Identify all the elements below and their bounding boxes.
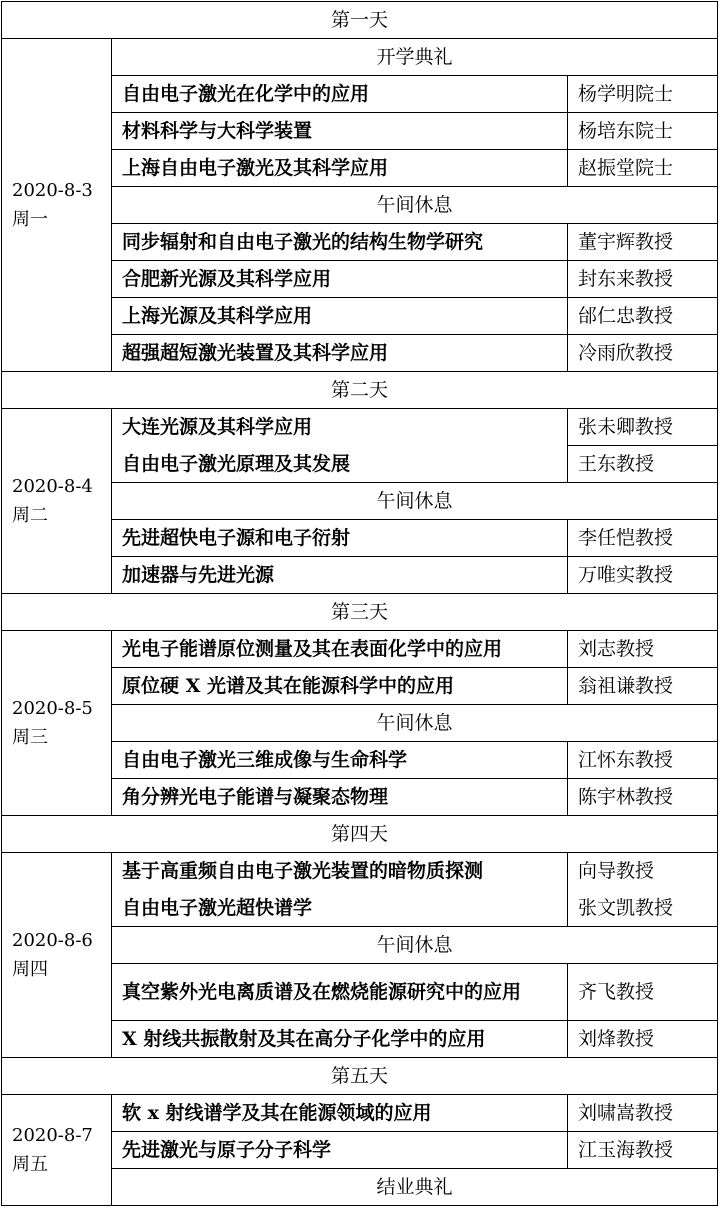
weekday-text: 周二 [12,505,48,526]
speaker-cell: 杨培东院士 [568,113,718,150]
date-cell [2,631,112,816]
opening-ceremony: 开学典礼 [112,39,718,76]
weekday-text: 周五 [12,1154,48,1175]
topic-cell: 材料科学与大科学装置 [112,113,568,150]
topic-cell: X 射线共振散射及其在高分子化学中的应用 [112,1021,568,1058]
topic-cell: 自由电子激光超快谱学 [112,890,568,927]
day-title: 第三天 [2,594,718,631]
date-text: 2020-8-3 [12,180,93,201]
table-row [2,853,718,890]
topic-cell: 大连光源及其科学应用 [112,409,568,446]
day-header-row [2,816,718,853]
speaker-cell: 刘啸嵩教授 [568,1095,718,1132]
day-title: 第二天 [2,372,718,409]
date-cell [2,39,112,372]
speaker-cell: 江玉海教授 [568,1132,718,1169]
speaker-cell: 邰仁忠教授 [568,298,718,335]
speaker-cell: 杨学明院士 [568,76,718,113]
ceremony-row [2,39,718,76]
lunch-break: 午间休息 [112,483,718,520]
date-cell [2,409,112,594]
lunch-break: 午间休息 [112,927,718,964]
speaker-cell: 封东来教授 [568,261,718,298]
topic-cell: 真空紫外光电离质谱及在燃烧能源研究中的应用 [112,964,568,1021]
day-header-row [2,2,718,39]
topic-cell: 先进激光与原子分子科学 [112,1132,568,1169]
topic-cell: 上海光源及其科学应用 [112,298,568,335]
day-title: 第五天 [2,1058,718,1095]
topic-cell: 加速器与先进光源 [112,557,568,594]
speaker-cell: 刘志教授 [568,631,718,668]
speaker-cell: 陈宇林教授 [568,779,718,816]
date-text: 2020-8-5 [12,698,93,719]
closing-ceremony: 结业典礼 [112,1169,718,1206]
speaker-cell: 江怀东教授 [568,742,718,779]
topic-cell: 超强超短激光装置及其科学应用 [112,335,568,372]
topic-cell: 光电子能谱原位测量及其在表面化学中的应用 [112,631,568,668]
speaker-cell: 刘烽教授 [568,1021,718,1058]
speaker-cell: 张未卿教授 [568,409,718,446]
speaker-cell: 齐飞教授 [568,964,718,1021]
topic-cell: 角分辨光电子能谱与凝聚态物理 [112,779,568,816]
schedule-table [1,1,718,1206]
topic-cell: 同步辐射和自由电子激光的结构生物学研究 [112,224,568,261]
speaker-cell: 冷雨欣教授 [568,335,718,372]
weekday-text: 周三 [12,727,48,748]
lunch-break: 午间休息 [112,187,718,224]
weekday-text: 周四 [12,959,48,980]
table-row [2,1095,718,1132]
speaker-cell: 李任恺教授 [568,520,718,557]
speaker-cell: 万唯实教授 [568,557,718,594]
topic-cell: 自由电子激光在化学中的应用 [112,76,568,113]
speaker-cell: 向导教授 [568,853,718,890]
date-cell [2,1095,112,1206]
table-row [2,631,718,668]
date-text: 2020-8-4 [12,476,93,497]
day-header-row [2,594,718,631]
day-header-row [2,372,718,409]
lunch-break: 午间休息 [112,705,718,742]
topic-cell: 自由电子激光原理及其发展 [112,446,568,483]
topic-cell: 先进超快电子源和电子衍射 [112,520,568,557]
day-title: 第四天 [2,816,718,853]
speaker-cell: 赵振堂院士 [568,150,718,187]
topic-cell: 自由电子激光三维成像与生命科学 [112,742,568,779]
date-cell [2,853,112,1058]
topic-cell: 原位硬 X 光谱及其在能源科学中的应用 [112,668,568,705]
day-header-row [2,1058,718,1095]
speaker-cell: 张文凯教授 [568,890,718,927]
topic-cell: 上海自由电子激光及其科学应用 [112,150,568,187]
weekday-text: 周一 [12,209,48,230]
topic-cell: 软 x 射线谱学及其在能源领域的应用 [112,1095,568,1132]
speaker-cell: 王东教授 [568,446,718,483]
day-title: 第一天 [2,2,718,39]
topic-cell: 合肥新光源及其科学应用 [112,261,568,298]
date-text: 2020-8-7 [12,1125,93,1146]
speaker-cell: 翁祖谦教授 [568,668,718,705]
speaker-cell: 董宇辉教授 [568,224,718,261]
topic-cell: 基于高重频自由电子激光装置的暗物质探测 [112,853,568,890]
table-row [2,409,718,446]
date-text: 2020-8-6 [12,930,93,951]
